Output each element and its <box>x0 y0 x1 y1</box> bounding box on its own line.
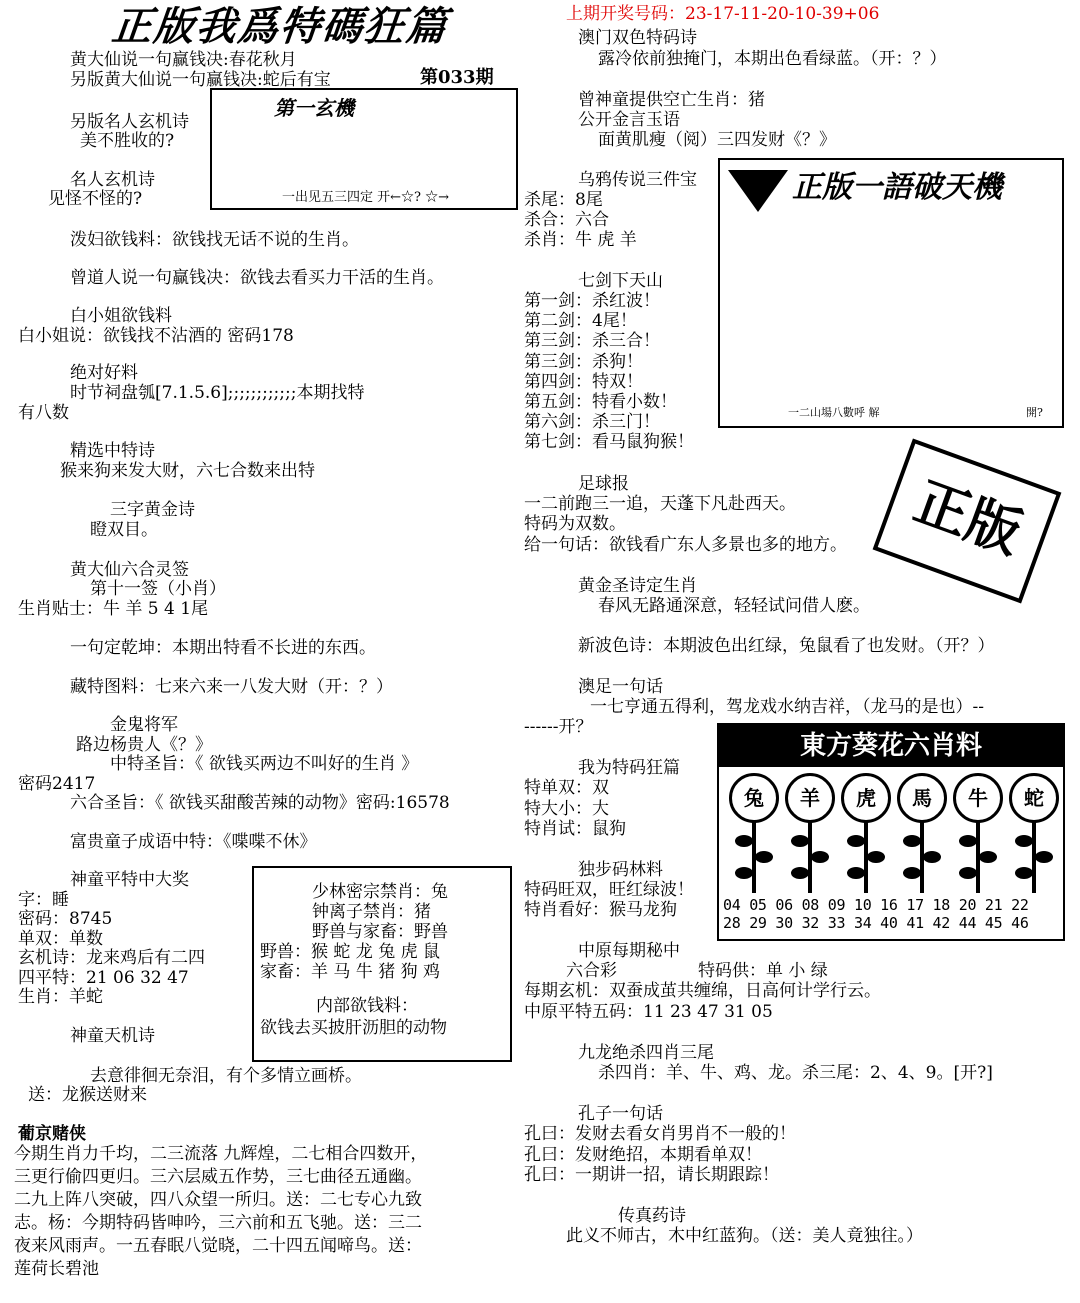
text-line: 杀尾：8尾 <box>524 190 603 210</box>
sunflower-heading: 東方葵花六肖料 <box>719 725 1063 767</box>
text-line: 第三剑：杀狗！ <box>524 352 643 372</box>
text-line: 夜来风雨声。一五春眠八觉晓，二十四五闻啼鸟。送： <box>14 1236 422 1256</box>
diamond-icon <box>728 170 788 212</box>
zodiac-circle: 兔 <box>729 773 779 823</box>
text-line: 杀合：六合 <box>524 210 609 230</box>
text-line: 三更行偷四更归。三六层威五作势，三七曲径五通幽。 <box>14 1167 422 1187</box>
text-line: 路边杨贵人《？》 <box>76 735 212 755</box>
zodiac-circle: 羊 <box>785 773 835 823</box>
text-line: 曾神童提供空亡生肖：猪 <box>578 90 765 110</box>
text-line: 特码为双数。 <box>524 514 626 534</box>
text-line: 志。杨：今期特码皆呻吟，三六前和五飞驰。送：三二 <box>14 1213 422 1233</box>
xuanji-box <box>210 88 518 210</box>
text-line: 富贵童子成语中特：《喋喋不休》 <box>70 832 317 852</box>
text-line: 孔曰：发财去看女肖男肖不一般的！ <box>524 1124 796 1144</box>
text-line: 特肖试：鼠狗 <box>524 819 626 839</box>
text-line: 一七亨通五得利，驾龙戏水纳吉祥，（龙马的是也）-- <box>590 697 984 717</box>
text-line: 时节祠盘瓠[7.1.5.6];;;;;;;;;;;;本期找特 <box>70 383 365 403</box>
shaolin-line: 家畜：羊 马 牛 猪 狗 鸡 <box>260 962 441 982</box>
number-row-1: 04 05 06 08 09 10 16 17 18 20 21 22 <box>723 896 1029 914</box>
text-line: 泼妇欲钱料：欲钱找无话不说的生肖。 <box>70 230 359 250</box>
text-line: 此义不师古，木中红蓝狗。（送：美人竟独往。） <box>566 1226 923 1246</box>
text-line: 送：龙猴送财来 <box>28 1085 147 1105</box>
number-row-2: 28 29 30 32 33 34 40 41 42 44 45 46 <box>723 914 1029 932</box>
text-line: 孔曰：一期讲一招，请长期跟踪！ <box>524 1165 779 1185</box>
text-line: 玄机诗：龙来鸡后有二四 <box>18 948 205 968</box>
text-line: 第七剑：看马鼠狗猴！ <box>524 432 694 452</box>
text-line: 白小姐说：欲钱找不沾酒的 密码178 <box>18 326 294 346</box>
text-line: 黄金圣诗定生肖 <box>578 576 697 596</box>
text-line: ------开？ <box>524 717 593 737</box>
text-line: 密码2417 <box>18 774 96 794</box>
text-line: 中原每期秘中 <box>578 941 680 961</box>
xuanji-line: 一出见五三四定 开←☆? ☆→ <box>282 190 450 205</box>
text-line: 足球报 <box>578 474 629 494</box>
text-line: 澳足一句话 <box>578 677 663 697</box>
text-line: 六合彩 <box>566 961 617 981</box>
shaolin-line: 少林密宗禁肖：兔 <box>312 882 448 902</box>
issue-number: 第033期 <box>420 67 494 88</box>
text-line: 杀肖：牛 虎 羊 <box>524 230 637 250</box>
yiyu-heading: 正版一語破天機 <box>792 170 1002 205</box>
text-line: 四平特：21 06 32 47 <box>18 968 189 988</box>
text-line: 瞪双目。 <box>90 520 158 540</box>
text-line: 葡京赌侠 <box>18 1124 86 1144</box>
zodiac-circle: 牛 <box>953 773 1003 823</box>
text-line: 白小姐欲钱料 <box>70 306 172 326</box>
text-line: 曾道人说一句赢钱决：欲钱去看买力干活的生肖。 <box>70 268 444 288</box>
shaolin-line: 野兽与家畜：野兽 <box>312 922 448 942</box>
text-line: 二九上阵八突破，四八众望一所归。送：二七专心九致 <box>14 1190 422 1210</box>
shaolin-box <box>252 866 512 1062</box>
text-line: 第六剑：杀三门！ <box>524 412 660 432</box>
text-line: 生肖：羊蛇 <box>18 987 103 1007</box>
text-line: 六合圣旨：《 欲钱买甜酸苦辣的动物》密码:16578 <box>70 793 450 813</box>
text-line: 公开金言玉语 <box>578 110 680 130</box>
sunflower-stems-icon <box>719 821 1063 893</box>
text-line: 独步码林料 <box>578 860 663 880</box>
text-line: 九龙绝杀四肖三尾 <box>578 1043 714 1063</box>
text-line: 第二剑：4尾！ <box>524 311 637 331</box>
text-line: 特肖看好：猴马龙狗 <box>524 900 677 920</box>
yiyu-line-right: 開? <box>1026 406 1043 419</box>
text-line: 每期玄机：双蚕成茧共缠绵，日高何计学行云。 <box>524 981 881 1001</box>
sunflower-board <box>717 723 1065 941</box>
text-line: 新波色诗：本期波色出红绿，兔鼠看了也发财。（开？） <box>578 636 995 656</box>
text-line: 第十一签（小肖） <box>90 579 226 599</box>
text-line: 中特圣旨：《 欲钱买两边不叫好的生肖 》 <box>110 754 419 774</box>
text-line: 特码旺双，旺红绿波！ <box>524 880 694 900</box>
yiyu-box <box>718 158 1064 428</box>
text-line: 美不胜收的? <box>80 131 175 151</box>
text-line: 黄大仙六合灵签 <box>70 560 189 580</box>
text-line: 第五剑：特看小数！ <box>524 392 677 412</box>
text-line: 去意徘徊无奈泪，有个多情立画桥。 <box>90 1066 362 1086</box>
text-line: 特大小：大 <box>524 799 609 819</box>
text-line: 春风无路通深意，轻轻试问借人麽。 <box>598 596 870 616</box>
text-line: 猴来狗来发大财，六七合数来出特 <box>60 461 315 481</box>
text-line: 澳门双色特码诗 <box>578 28 697 48</box>
text-line: 密码：8745 <box>18 909 113 929</box>
text-line: 另版名人玄机诗 <box>70 112 189 132</box>
text-line: 孔子一句话 <box>578 1104 663 1124</box>
shaolin-line: 内部欲钱料： <box>316 996 418 1016</box>
yiyu-line-left: 一二山場八數呼 解 <box>788 406 880 419</box>
text-line: 单双：单数 <box>18 929 103 949</box>
text-line: 莲荷长碧池 <box>14 1259 99 1279</box>
xuanji-heading: 第一玄機 <box>274 96 354 120</box>
zhengban-stamp: 正版 <box>873 439 1062 604</box>
text-line: 特单双：双 <box>524 778 609 798</box>
text-line: 生肖贴士：牛 羊 5 4 1尾 <box>18 599 209 619</box>
text-line: 今期生肖力千均，二三流落 九辉煌，二七相合四数开， <box>14 1144 428 1164</box>
text-line: 第一剑：杀红波！ <box>524 291 660 311</box>
text-line: 中原平特五码：11 23 47 31 05 <box>524 1002 773 1022</box>
text-line: 一二前跑三一追，天蓬下凡赴西天。 <box>524 494 796 514</box>
last-draw-numbers: 上期开奖号码：23-17-11-20-10-39+06 <box>566 4 880 24</box>
text-line: 露冷依前独掩门，本期出色看绿蓝。（开：？） <box>598 49 947 69</box>
text-line: 神童天机诗 <box>70 1026 155 1046</box>
text-line: 一句定乾坤：本期出特看不长进的东西。 <box>70 638 376 658</box>
text-line: 字：睡 <box>18 890 69 910</box>
text-line: 绝对好料 <box>70 363 138 383</box>
zodiac-circle: 馬 <box>897 773 947 823</box>
text-line: 金鬼将军 <box>110 715 178 735</box>
text-line: 见怪不怪的? <box>48 189 143 209</box>
text-line: 藏特图料：七来六来一八发大财（开：？） <box>70 677 393 697</box>
page-title: 正版我爲特碼狂篇 <box>109 4 451 50</box>
text-line: 神童平特中大奖 <box>70 870 189 890</box>
text-line: 给一句话：欲钱看广东人多景也多的地方。 <box>524 535 847 555</box>
text-line: 另版黄大仙说一句赢钱决:蛇后有宝 <box>70 70 331 90</box>
text-line: 精选中特诗 <box>70 441 155 461</box>
text-line: 面黄肌瘦（阅）三四发财《？》 <box>598 130 836 150</box>
text-line: 孔曰：发财绝招，本期看单双！ <box>524 1145 762 1165</box>
text-line: 杀四肖：羊、牛、鸡、龙。杀三尾：2、4、9。[开?] <box>598 1063 993 1083</box>
zodiac-circle: 虎 <box>841 773 891 823</box>
text-line: 七剑下天山 <box>578 271 663 291</box>
text-line: 传真药诗 <box>618 1206 686 1226</box>
text-line: 黄大仙说一句赢钱决:春花秋月 <box>70 50 297 70</box>
shaolin-line: 欲钱去买披肝沥胆的动物 <box>260 1018 447 1038</box>
shaolin-line: 钟离子禁肖：猪 <box>312 902 431 922</box>
text-line: 三字黄金诗 <box>110 500 195 520</box>
zodiac-circle: 蛇 <box>1009 773 1059 823</box>
text-line: 乌鸦传说三件宝 <box>578 170 697 190</box>
text-line: 第三剑：杀三合！ <box>524 331 660 351</box>
text-line: 名人玄机诗 <box>70 170 155 190</box>
text-line: 有八数 <box>18 403 69 423</box>
text-line: 我为特码狂篇 <box>578 758 680 778</box>
shaolin-line: 野兽：猴 蛇 龙 兔 虎 鼠 <box>260 942 441 962</box>
text-line: 第四剑：特双！ <box>524 372 643 392</box>
text-line: 特码供：单 小 绿 <box>698 961 828 981</box>
